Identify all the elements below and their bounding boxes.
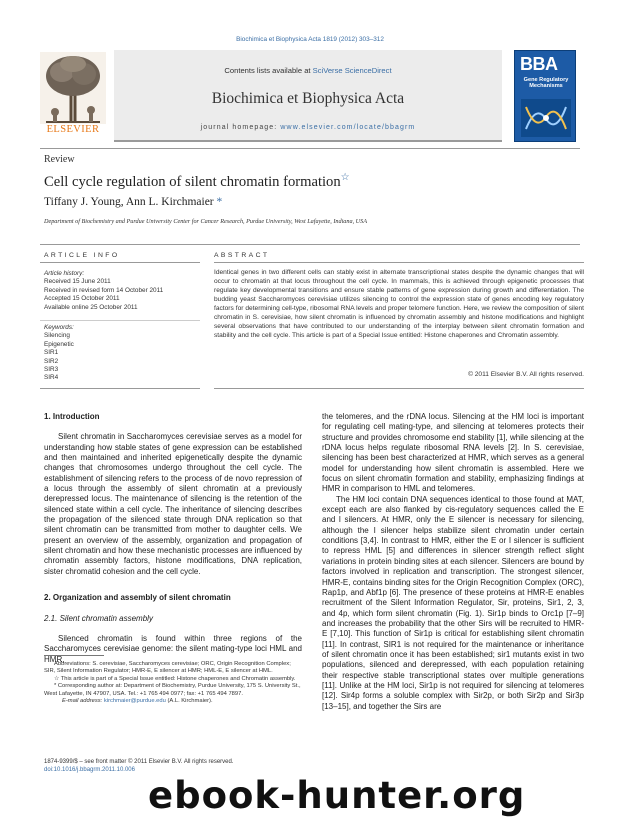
homepage-prefix: journal homepage: bbox=[200, 124, 281, 131]
abstract-text: Identical genes in two different cells can stably exist in alternate transcriptional states despite the dynamic changes that will occur to chromatin at that locus throughout the cell cycle. In mammals, this is achieved through epigenetic processes that regulate key developmental transitions and ensure stable patterns of gene expression during growth and differentiation. The budding yeast Saccharomyces cerevisiae utilizes silencing to control the expression state of genes encoding key regulatory factors for determining cell-type, ribosomal RNA levels and proper telomere function. Here, we review the composition of silent chromatin in S. cerevisiae, how silent chromatin is influenced by chromatin assembly and histone modifications and highlight several observations that have contributed to our understanding of the interplay between silent chromatin formation and stability and the cell cycle. This article is part of a Special Issue entitled: Histone chaperones and Chromatin assembly. bbox=[214, 269, 584, 339]
journal-banner bbox=[114, 50, 502, 142]
doi-link[interactable]: doi:10.1016/j.bbagrm.2011.10.006 bbox=[44, 767, 135, 773]
title-footnote-mark[interactable]: ☆ bbox=[340, 172, 350, 183]
info-top-rule bbox=[40, 244, 580, 245]
history-received: Received 15 June 2011 bbox=[44, 278, 111, 286]
journal-reference: Biochimica et Biophysica Acta 1819 (2012) 303–312 bbox=[236, 36, 384, 43]
email-suffix: (A.L. Kirchmaier). bbox=[165, 698, 213, 705]
article-type: Review bbox=[44, 154, 75, 165]
sciencedirect-link[interactable]: SciVerse ScienceDirect bbox=[312, 66, 392, 75]
history-accepted: Accepted 15 October 2011 bbox=[44, 295, 120, 303]
contents-line bbox=[114, 66, 502, 75]
article-history bbox=[44, 270, 204, 312]
copyright: © 2011 Elsevier B.V. All rights reserved. bbox=[468, 371, 584, 378]
journal-name: Biochimica et Biophysica Acta bbox=[211, 90, 405, 107]
issn-line: 1874-9399/$ – see front matter © 2011 Elsevier B.V. All rights reserved. bbox=[44, 759, 234, 765]
section-heading-introduction: 1. Introduction bbox=[44, 412, 100, 421]
subsection-heading-assembly: 2.1. Silent chromatin assembly bbox=[44, 613, 153, 623]
homepage-link[interactable]: www.elsevier.com/locate/bbagrm bbox=[280, 124, 416, 131]
cover-title: BBA bbox=[520, 54, 558, 74]
email-line bbox=[44, 698, 302, 705]
author-names: Tiffany J. Young, Ann L. Kirchmaier bbox=[44, 196, 214, 208]
abstract-heading: ABSTRACT bbox=[214, 252, 270, 259]
cover-subtitle-line1: Gene Regulatory bbox=[523, 77, 569, 83]
keywords-label: Keywords: bbox=[44, 324, 74, 331]
author-list bbox=[44, 196, 222, 208]
footnote-rule bbox=[44, 655, 104, 656]
info-bottom-rule bbox=[40, 388, 200, 389]
info-sub-rule bbox=[40, 262, 200, 263]
footnotes bbox=[44, 661, 302, 705]
contents-prefix: Contents lists available at bbox=[224, 66, 313, 75]
keyword: SIR3 bbox=[44, 366, 59, 374]
affiliation: Department of Biochemistry and Purdue University Center for Cancer Research, Purdue University, West Lafayette, Indiana, USA bbox=[44, 218, 368, 225]
special-issue-note: ☆ This article is part of a Special Issue entitled: Histone chaperones and Chromatin assembly. bbox=[54, 675, 296, 682]
email-label: E-mail address: bbox=[62, 698, 104, 705]
corresponding-author-note: * Corresponding author at: Department of Biochemistry, Purdue University, 175 S. University St., West Lafayette, IN 47907, USA. Tel.: +1 765 494 0977; fax: +1 765 494 7897. bbox=[44, 683, 301, 697]
keyword: Epigenetic bbox=[44, 340, 74, 348]
article-info-heading: ARTICLE INFO bbox=[44, 252, 120, 259]
paragraph: Silenced chromatin is found within three regions of the Saccharomyces cerevisiae genome: the silent mating-type loci HML and HMR, bbox=[44, 633, 302, 664]
keyword: SIR4 bbox=[44, 374, 59, 382]
right-column bbox=[322, 412, 584, 712]
keywords bbox=[44, 324, 204, 383]
journal-homepage bbox=[114, 124, 502, 131]
cover-subtitle-line2: Mechanisms bbox=[529, 83, 563, 90]
info-divider bbox=[40, 320, 200, 321]
abstract-sub-rule bbox=[214, 262, 584, 263]
cover-subtitle bbox=[519, 77, 573, 90]
elsevier-wordmark: ELSEVIER bbox=[46, 124, 100, 135]
watermark: ebook-hunter.org bbox=[148, 774, 526, 817]
paragraph: Silent chromatin in Saccharomyces cerevisiae serves as a model for understanding how stable states of gene expression can be established and then maintained and inherited epigenetically despite the dynamic changes that chromosomes undergo throughout the cell cycle. The establishment of silencing refers to the process of de novo repression of a locus through the assembly of silent chromatin at a previously derepressed locus. The maintenance of silencing is the retention of the silenced state within a cell cycle. The inheritance of silencing describes the propagation of the silenced state through DNA replication so that silent chromatin can be transmitted from mother to daughter cells. We present an overview of the assembly, organization and propagation of silent chromatin and how these mechanistic processes are influenced by chromatin assembly factors, histone modifications, DNA replication, sister chromatid cohesion and the cell cycle. bbox=[44, 432, 302, 576]
keyword: SIR1 bbox=[44, 349, 59, 357]
corresponding-author-mark[interactable]: * bbox=[216, 196, 223, 208]
left-column bbox=[44, 412, 302, 665]
issn-block bbox=[44, 758, 234, 774]
abstract-bottom-rule bbox=[214, 388, 584, 389]
history-online: Available online 25 October 2011 bbox=[44, 303, 138, 311]
keyword: SIR2 bbox=[44, 357, 59, 365]
keyword: Silencing bbox=[44, 332, 70, 340]
history-label: Article history: bbox=[44, 270, 85, 277]
header-rule bbox=[40, 148, 580, 149]
history-revised: Received in revised form 14 October 2011 bbox=[44, 286, 164, 294]
paragraph: the telomeres, and the rDNA locus. Silencing at the HM loci is important for regulating cell mating-type, and silencing at telomeres protects their structure and provides chromosome end stability [1], while silencing at the rDNA locus helps regulate ribosomal RNA levels [2]. In S. cerevisiae, silencing has been best characterized at HMR, which serves as a general model for understanding how silent chromatin is assembled. Here we focus on silent chromatin formation and stability, emphasizing findings at HMR in comparison to HML and telomeres. bbox=[322, 412, 584, 494]
cover-dna-art bbox=[521, 99, 571, 137]
email-link[interactable]: kirchmaier@purdue.edu bbox=[103, 698, 166, 705]
masthead bbox=[40, 50, 576, 142]
section-heading-organization: 2. Organization and assembly of silent chromatin bbox=[44, 593, 231, 603]
article-title-text: Cell cycle regulation of silent chromatin formation bbox=[44, 173, 341, 190]
paragraph: The HM loci contain DNA sequences identical to those found at MAT, except each are also flanked by cis-regulatory sequences called the E and I silencers. At HMR, only the E silencer is necessary for silencing, although the I silencer helps stabilize silent chromatin under certain conditions [3,4]. In contrast to HMR, either the E or I silencer is sufficient to repress HML [5] and differences in silencer strength reflect slight variations in protein binding sites at each silencer. Silencers are bound by factors involved in replication and transcription. The strongest silencer, HMR-E, contains binding sites for the Origin Recognition Complex (ORC), Rap1p, and Abf1p [6]. The presence of these proteins at HMR-E enables recruitment of the Silent Information Regulator, Sir, proteins, Sir1, 2, 3, and 4p, which form silent chromatin (Fig. 1). Sir1p binds to Orc1p [7–9] and increases the probability that the other Sirs will be recruited to HMR-E [7,10]. This function of Sir1p is critical for establishing silent chromatin [11]. In contrast, SIR1 is not required for the maintenance or inheritance of silent chromatin once it has been established; sir1 mutants exist in two populations, silenced and derepressed, with each population retaining their respective stable transcriptional states over multiple generations [11]. Unlike at the HM loci, Sir1p is not required for silencing at telomeres [12]. Sir4p forms a soluble complex with Sir2p, or both Sir2p and Sir3p [13–15], and together the Sirs are bbox=[322, 494, 584, 711]
abbreviations-note: Abbreviations: S. cerevisiae, Saccharomyces cerevisiae; ORC, Origin Recognition Complex; SIR, Silent Information Regulator; HMR-E, E silencer at HMR; HML-E, E silencer at HML. bbox=[44, 661, 291, 675]
article-title bbox=[44, 172, 350, 191]
journal-cover bbox=[514, 50, 576, 142]
